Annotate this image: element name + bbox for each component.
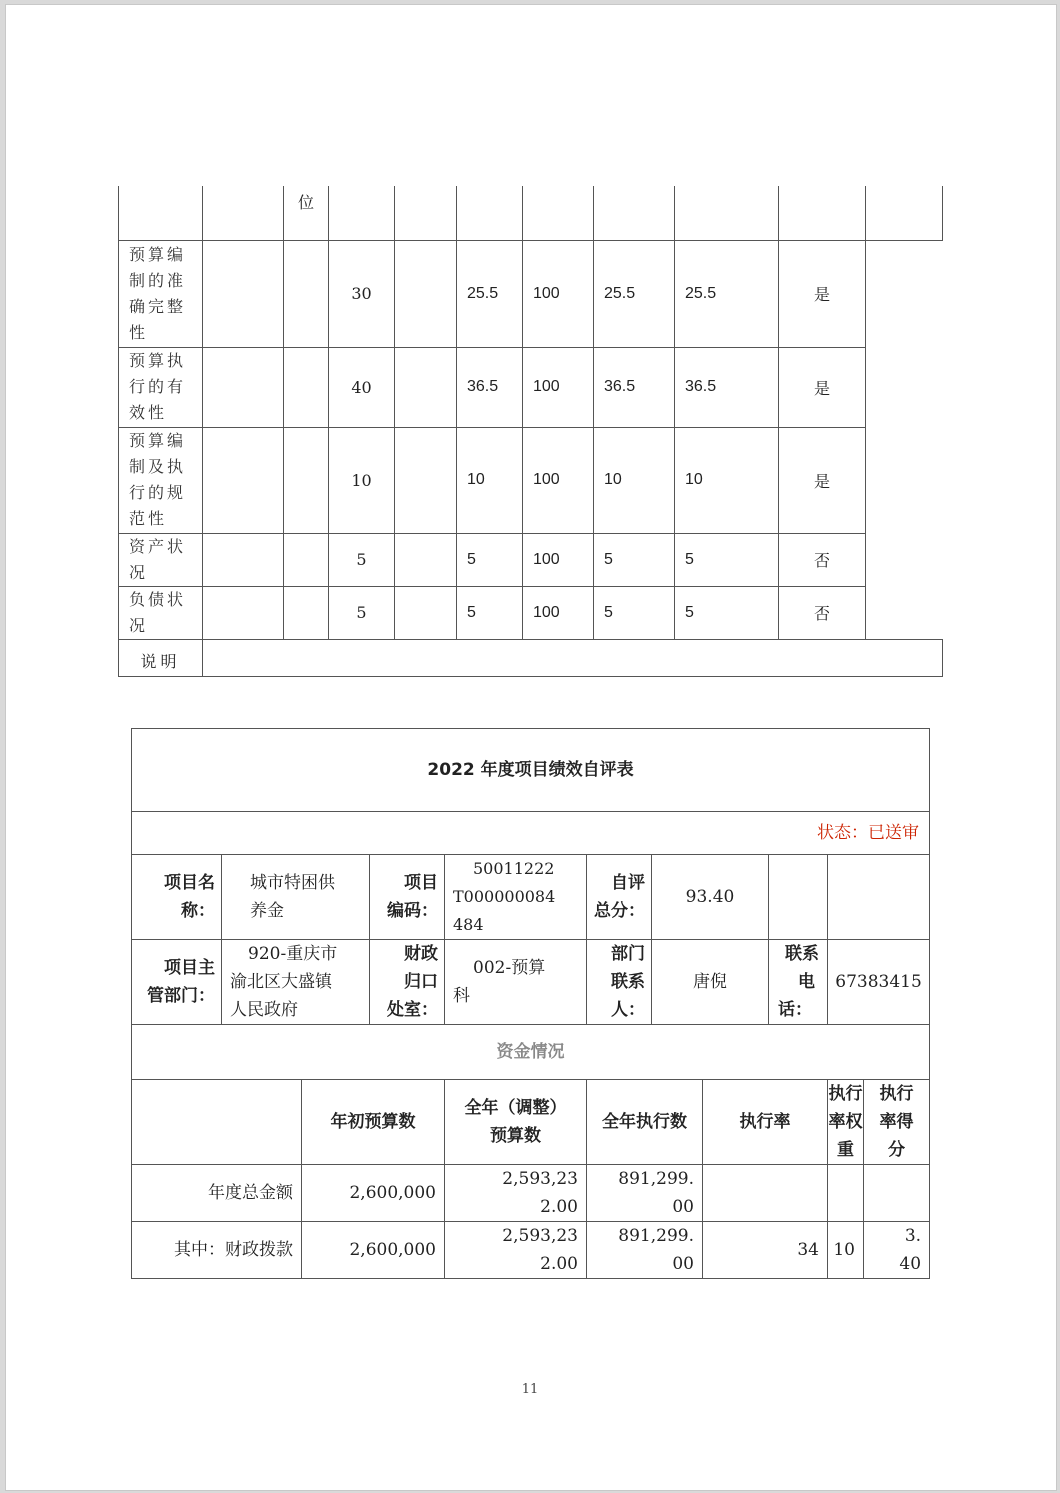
table-row — [119, 186, 943, 240]
department-label: 项目主 管部门： — [132, 940, 222, 1025]
rate-cell: 100 — [523, 533, 594, 586]
project-name-value: 城市特困供 养金 — [222, 855, 370, 940]
value-cell: 5 — [675, 533, 779, 586]
initial-budget-cell: 2,600,000 — [302, 1222, 445, 1279]
fund-header-adjusted: 全年（调整） 预算数 — [445, 1080, 587, 1165]
table-row — [119, 586, 943, 639]
value-cell: 25.5 — [675, 240, 779, 347]
table-row — [119, 347, 943, 427]
rate-cell: 100 — [523, 347, 594, 427]
yes-no-cell: 是 — [779, 347, 866, 427]
weight-cell: 5 — [329, 586, 395, 639]
unit-cell: 位 — [284, 186, 329, 240]
fund-row — [132, 1165, 930, 1222]
execution-rate-cell: 34 — [703, 1222, 828, 1279]
finance-office-label: 财政 归口 处室： — [370, 940, 445, 1025]
indicator-name: 负债状 况 — [119, 586, 203, 639]
score-cell: 5 — [457, 533, 523, 586]
value-cell: 5 — [594, 533, 675, 586]
executed-cell: 891,299. 00 — [587, 1222, 703, 1279]
project-code-value: 50011222 T000000084 484 — [445, 855, 587, 940]
indicator-name: 资产状 况 — [119, 533, 203, 586]
yes-no-cell: 否 — [779, 533, 866, 586]
execution-rate-cell — [703, 1165, 828, 1222]
yes-no-cell: 否 — [779, 586, 866, 639]
total-score-value: 93.40 — [652, 855, 769, 940]
value-cell: 10 — [594, 427, 675, 533]
fund-header-row — [132, 1080, 930, 1165]
phone-label: 联系 电 话： — [769, 940, 828, 1025]
form-title: 2022 年度项目绩效自评表 — [132, 729, 930, 812]
score-cell: 25.5 — [457, 240, 523, 347]
fund-header-executed: 全年执行数 — [587, 1080, 703, 1165]
page-number: 11 — [521, 1382, 539, 1397]
table-row — [119, 533, 943, 586]
total-score-label: 自评 总分： — [587, 855, 652, 940]
contact-value: 唐倪 — [652, 940, 769, 1025]
note-label: 说明 — [119, 639, 203, 676]
rate-weight-cell — [828, 1165, 864, 1222]
score-cell: 10 — [457, 427, 523, 533]
fund-header-rate-score: 执行 率得 分 — [864, 1080, 930, 1165]
indicator-score-table — [118, 186, 943, 677]
project-code-label: 项目 编码： — [370, 855, 445, 940]
contact-label: 部门 联系 人： — [587, 940, 652, 1025]
project-self-evaluation-table — [131, 728, 930, 1279]
value-cell: 5 — [594, 586, 675, 639]
weight-cell: 30 — [329, 240, 395, 347]
rate-cell: 100 — [523, 240, 594, 347]
fund-header-rate: 执行率 — [703, 1080, 828, 1165]
value-cell: 10 — [675, 427, 779, 533]
table-row — [119, 427, 943, 533]
rate-cell: 100 — [523, 427, 594, 533]
value-cell: 5 — [675, 586, 779, 639]
indicator-name: 预算执 行的有 效性 — [119, 347, 203, 427]
fund-section-title: 资金情况 — [132, 1025, 930, 1080]
status-badge: 状态：已送审 — [132, 812, 930, 855]
weight-cell: 5 — [329, 533, 395, 586]
phone-value: 67383415 — [828, 940, 930, 1025]
finance-office-value: 002-预算 科 — [445, 940, 587, 1025]
initial-budget-cell: 2,600,000 — [302, 1165, 445, 1222]
table-row — [119, 240, 943, 347]
adjusted-budget-cell: 2,593,23 2.00 — [445, 1222, 587, 1279]
project-info-row — [132, 855, 930, 940]
indicator-name: 预算编 制的准 确完整 性 — [119, 240, 203, 347]
note-row — [119, 639, 943, 676]
fund-row-label: 年度总金额 — [132, 1165, 302, 1222]
yes-no-cell: 是 — [779, 427, 866, 533]
fund-header-rate-weight: 执行 率权 重 — [828, 1080, 864, 1165]
category-column-cell — [119, 186, 203, 240]
rate-score-cell — [864, 1165, 930, 1222]
adjusted-budget-cell: 2,593,23 2.00 — [445, 1165, 587, 1222]
yes-no-cell: 是 — [779, 240, 866, 347]
fund-row-label: 其中：财政拨款 — [132, 1222, 302, 1279]
executed-cell: 891,299. 00 — [587, 1165, 703, 1222]
rate-weight-cell: 10 — [828, 1222, 864, 1279]
weight-cell: 10 — [329, 427, 395, 533]
note-value — [203, 639, 943, 676]
value-cell: 36.5 — [594, 347, 675, 427]
fund-row — [132, 1222, 930, 1279]
value-cell: 25.5 — [594, 240, 675, 347]
fund-header-blank — [132, 1080, 302, 1165]
department-info-row — [132, 940, 930, 1025]
department-value: 920-重庆市 渝北区大盛镇 人民政府 — [222, 940, 370, 1025]
rate-cell: 100 — [523, 586, 594, 639]
score-cell: 36.5 — [457, 347, 523, 427]
score-cell: 5 — [457, 586, 523, 639]
fund-header-initial: 年初预算数 — [302, 1080, 445, 1165]
project-name-label: 项目名 称： — [132, 855, 222, 940]
rate-score-cell: 3. 40 — [864, 1222, 930, 1279]
value-cell: 36.5 — [675, 347, 779, 427]
weight-cell: 40 — [329, 347, 395, 427]
indicator-name: 预算编 制及执 行的规 范性 — [119, 427, 203, 533]
